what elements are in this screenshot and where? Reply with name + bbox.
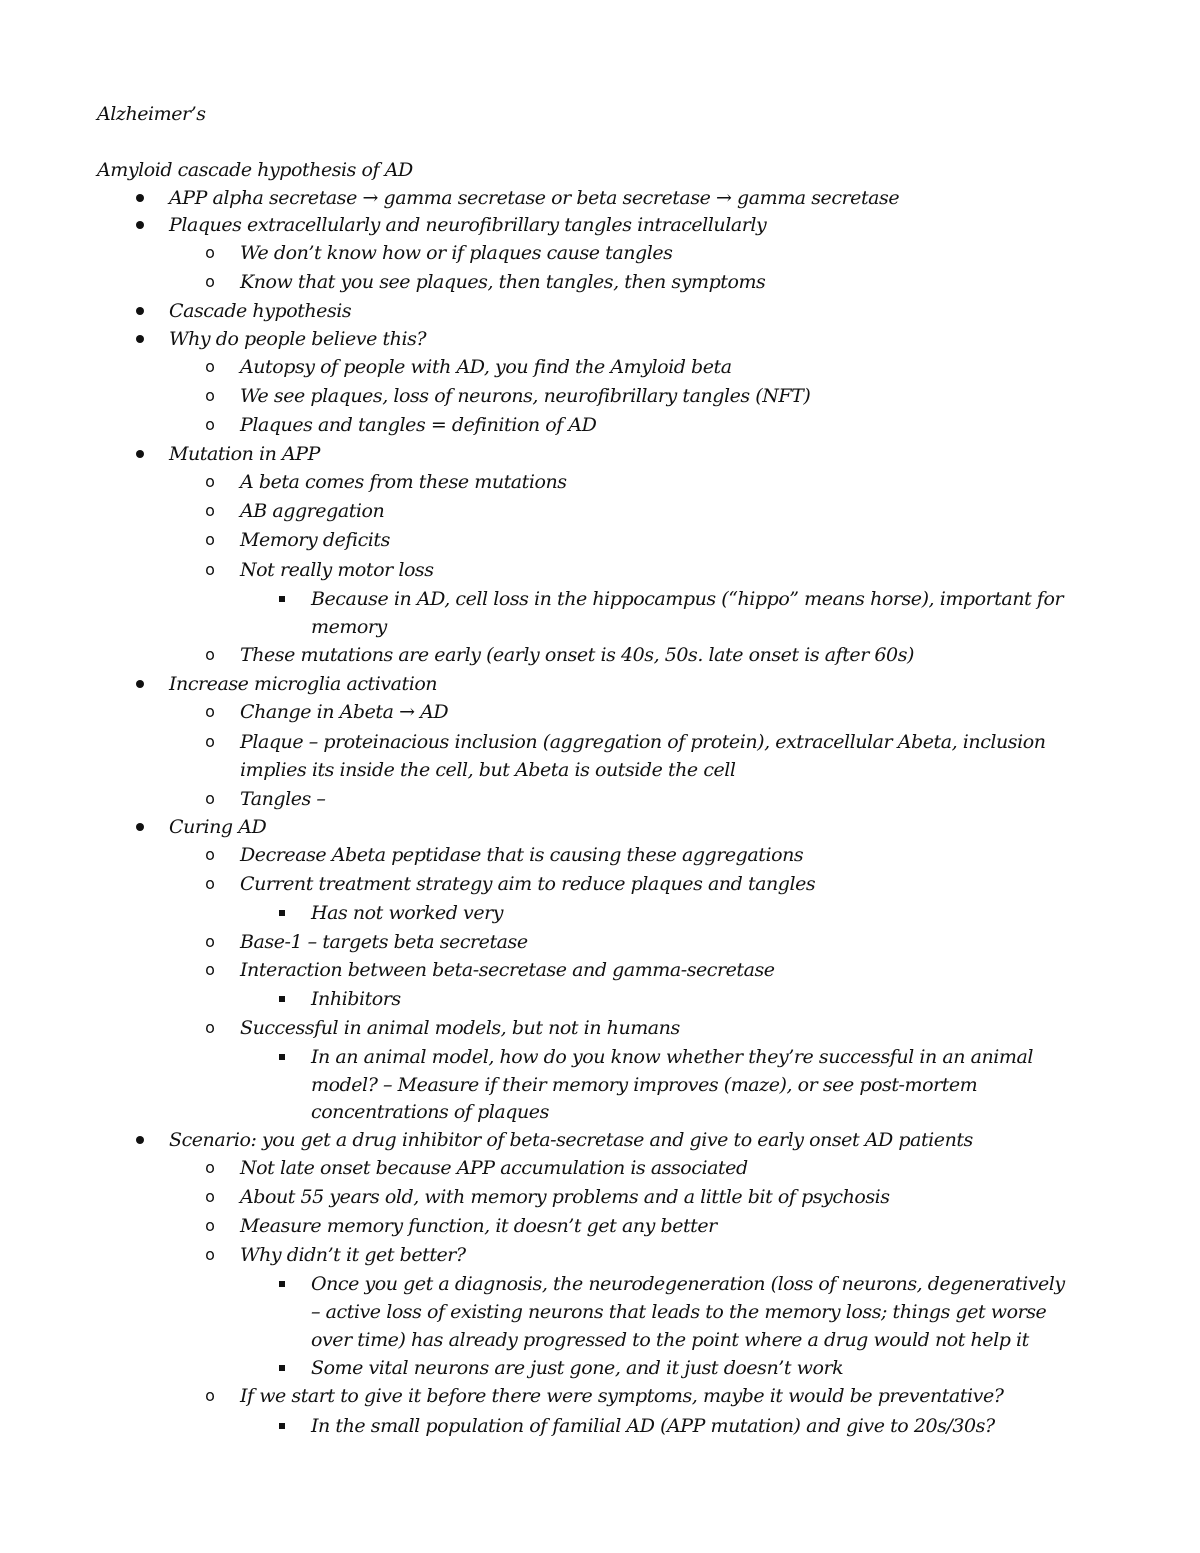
bullet-circle-icon: o [205, 645, 215, 664]
list-item-text: Not really motor loss [240, 559, 434, 581]
list-item-text: We see plaques, loss of neurons, neurofibrillary tangles (NFT) [240, 385, 811, 407]
bullet-circle-icon: o [205, 732, 215, 751]
list-item-text: APP alpha secretase → gamma secretase or beta secretase → gamma secretase [169, 187, 900, 209]
list-item-text: Inhibitors [311, 988, 401, 1010]
list-item-text: Cascade hypothesis [169, 300, 352, 322]
bullet-disc-icon [136, 221, 144, 229]
bullet-circle-icon: o [205, 932, 215, 951]
list-item-text: Memory deficits [240, 529, 390, 551]
list-item-text: Interaction between beta-secretase and gamma-secretase [240, 959, 775, 981]
bullet-circle-icon: o [205, 702, 215, 721]
bullet-disc-icon [136, 194, 144, 202]
bullet-circle-icon: o [205, 560, 215, 579]
bullet-circle-icon: o [205, 1216, 215, 1235]
list-item-text: Not late onset because APP accumulation is associated [240, 1157, 748, 1179]
list-item-text: In an animal model, how do you know whether they’re successful in an animal [311, 1046, 1033, 1068]
list-item-text: Autopsy of people with AD, you find the Amyloid beta [240, 356, 732, 378]
list-item-text: Scenario: you get a drug inhibitor of beta-secretase and give to early onset AD patients [169, 1129, 973, 1151]
bullet-circle-icon: o [205, 357, 215, 376]
bullet-circle-icon: o [205, 845, 215, 864]
list-item-text: Mutation in APP [169, 443, 320, 465]
list-item-text: A beta comes from these mutations [240, 471, 567, 493]
bullet-disc-icon [136, 823, 144, 831]
list-item-text: Why do people believe this? [169, 328, 427, 350]
list-item-text: Know that you see plaques, then tangles, then symptoms [240, 271, 766, 293]
list-item-text: Measure memory function, it doesn’t get any better [240, 1215, 717, 1237]
list-item-text: model? – Measure if their memory improves (maze), or see post-mortem [311, 1074, 978, 1096]
bullet-circle-icon: o [205, 874, 215, 893]
list-item-text: If we start to give it before there were symptoms, maybe it would be preventative? [240, 1385, 1004, 1407]
list-item-text: Increase microglia activation [169, 673, 438, 695]
bullet-circle-icon: o [205, 789, 215, 808]
list-item-text: Change in Abeta → AD [240, 701, 449, 723]
bullet-circle-icon: o [205, 1018, 215, 1037]
list-item-text: implies its inside the cell, but Abeta is outside the cell [240, 759, 736, 781]
list-item-text: Because in AD, cell loss in the hippocampus (“hippo” means horse), important for [311, 588, 1064, 610]
bullet-circle-icon: o [205, 960, 215, 979]
bullet-disc-icon [136, 335, 144, 343]
list-item-text: These mutations are early (early onset is 40s, 50s. late onset is after 60s) [240, 644, 914, 666]
bullet-circle-icon: o [205, 1245, 215, 1264]
list-item-text: memory [311, 616, 387, 638]
bullet-circle-icon: o [205, 272, 215, 291]
bullet-square-icon [279, 1423, 285, 1429]
list-item-text: Some vital neurons are just gone, and it just doesn’t work [311, 1357, 844, 1379]
bullet-circle-icon: o [205, 386, 215, 405]
bullet-square-icon [279, 1054, 285, 1060]
bullet-circle-icon: o [205, 530, 215, 549]
bullet-square-icon [279, 996, 285, 1002]
bullet-square-icon [279, 596, 285, 602]
list-item-text: Current treatment strategy aim to reduce plaques and tangles [240, 873, 816, 895]
list-item-text: Plaques extracellularly and neurofibrillary tangles intracellularly [169, 214, 767, 236]
bullet-disc-icon [136, 1136, 144, 1144]
list-item-text: Once you get a diagnosis, the neurodegeneration (loss of neurons, degeneratively [311, 1273, 1065, 1295]
list-item-text: In the small population of familial AD (APP mutation) and give to 20s/30s? [311, 1415, 995, 1437]
list-item-text: Plaque – proteinacious inclusion (aggregation of protein), extracellular Abeta, inclusion [240, 731, 1046, 753]
bullet-disc-icon [136, 450, 144, 458]
list-item-text: Successful in animal models, but not in humans [240, 1017, 680, 1039]
list-item-text: Plaques and tangles = definition of AD [240, 414, 597, 436]
list-item-text: We don’t know how or if plaques cause tangles [240, 242, 673, 264]
bullet-square-icon [279, 1365, 285, 1371]
list-item-text: Has not worked very [311, 902, 504, 924]
bullet-disc-icon [136, 680, 144, 688]
bullet-circle-icon: o [205, 1158, 215, 1177]
list-item-text: Base-1 – targets beta secretase [240, 931, 528, 953]
list-item-text: Why didn’t it get better? [240, 1244, 466, 1266]
document-page: Alzheimer’s Amyloid cascade hypothesis of AD APP alpha secretase → gamma secretase or beta secretase → gamma secretase Plaques extracellularly and neurofibrillary tangles intracellularly o We don’t know how or if plaques cause tangles o Know that you see plaques, then tangles, then symptoms Cascade hypothesis Why do people believe this? o Autopsy of people with AD, you find the Amyloid beta o We see plaques, loss of neurons, neurofibrillary tangles (NFT) o Plaques and tangles = definition of AD Mutation in APP o A beta comes from these mutations o AB aggregation o Memory deficits o Not really motor loss Because in AD, cell loss in the hippocampus (“hippo” means horse), important for memory o These mutations are early (early onset is 40s, 50s. late onset is after 60s) Increase microglia activation o Change in Abeta → AD o Plaque – proteinacious inclusion (aggregation of protein), extracellular Abeta, inclusion implies its inside the cell, but Abeta is outside the cell o Tangles – Curing AD o Decrease Abeta peptidase that is causing these aggregations o Current treatment strategy aim to reduce plaques and tangles Has not worked very o Base-1 – targets beta secretase o Interaction between beta-secretase and gamma-secretase Inhibitors o Successful in animal models, but not in humans In an animal model, how do you know whether they’re successful in an animal model? – Measure if their memory improves (maze), or see post-mortem concentrations of plaques Scenario: you get a drug inhibitor of beta-secretase and give to early onset AD patients o Not late onset because APP accumulation is associated o About 55 years old, with memory problems and a little bit of psychosis o Measure memory function, it doesn’t get any better o Why didn’t it get better? Once you get a diagnosis, the neurodegeneration (loss of neurons, degeneratively – active loss of existing neurons that leads to the memory loss; things get worse over time) has already progressed to the point where a drug would not help it Some vital neurons are just gone, and it just doesn’t work o If we start to give it before there were symptoms, maybe it would be preventative? In the small population of familial AD (APP mutation) and give to 20s/30s? [97, 103, 1065, 1437]
bullet-circle-icon: o [205, 415, 215, 434]
list-item-text: Decrease Abeta peptidase that is causing these aggregations [240, 844, 804, 866]
bullet-square-icon [279, 1281, 285, 1287]
list-item-text: concentrations of plaques [311, 1101, 549, 1123]
list-item-text: – active loss of existing neurons that leads to the memory loss; things get worse [311, 1301, 1047, 1323]
list-item-text: Tangles – [240, 788, 326, 810]
list-item-text: Curing AD [169, 816, 267, 838]
bullet-circle-icon: o [205, 1187, 215, 1206]
bullet-circle-icon: o [205, 501, 215, 520]
bullet-circle-icon: o [205, 1386, 215, 1405]
list-item-text: over time) has already progressed to the point where a drug would not help it [311, 1329, 1029, 1351]
bullet-square-icon [279, 910, 285, 916]
bullet-disc-icon [136, 307, 144, 315]
list-item-text: AB aggregation [240, 500, 385, 522]
bullet-circle-icon: o [205, 472, 215, 491]
list-item-text: About 55 years old, with memory problems and a little bit of psychosis [240, 1186, 890, 1208]
bullet-circle-icon: o [205, 243, 215, 262]
